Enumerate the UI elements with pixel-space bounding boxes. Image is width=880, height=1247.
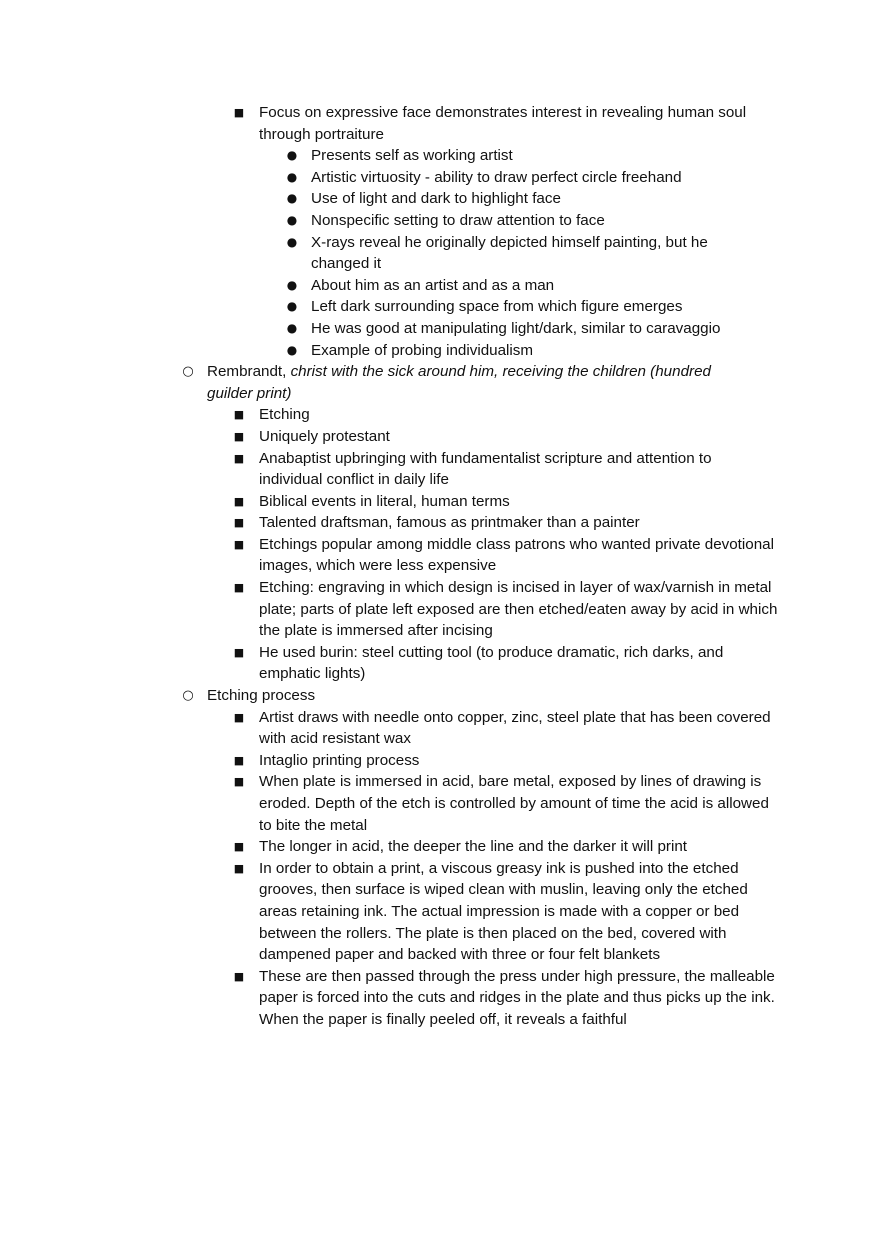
- disc-bullet: ●: [286, 169, 298, 184]
- portraiture-text: Focus on expressive face demonstrates interest in revealing human soul through portraiture: [259, 104, 747, 143]
- square-bullet: ■: [233, 581, 245, 595]
- list-item-text: These are then passed through the press under high pressure, the malleable paper is forced into the cuts and ridges in the plate and thus picks up the ink. When the paper is finally peeled off, it reveals a faithful: [259, 967, 775, 1028]
- list-item-text: Etching: engraving in which design is incised in layer of wax/varnish in metal plate; parts of plate left exposed are then etched/eaten away by acid in which the plate is immersed after incising: [259, 579, 778, 640]
- list-item-text: Artist draws with needle onto copper, zinc, steel plate that has been covered with acid resistant wax: [259, 708, 771, 748]
- list-item: [286, 188, 731, 210]
- square-bullet: ■: [233, 537, 245, 551]
- list-item-text: Talented draftsman, famous as printmaker than a painter: [259, 514, 640, 532]
- list-item: [233, 404, 779, 426]
- square-bullet: ■: [233, 451, 245, 465]
- list-item: [233, 707, 779, 750]
- rembrandt-artwork-title: christ with the sick around him, receiving the children (hundred guilder print): [207, 363, 711, 402]
- list-item-text: Example of probing individualism: [311, 341, 534, 359]
- list-item-text: Presents self as working artist: [311, 147, 513, 165]
- list-item: [233, 750, 779, 772]
- list-item: [233, 426, 779, 448]
- list-item-text: Use of light and dark to highlight face: [311, 190, 561, 208]
- list-item-text: The longer in acid, the deeper the line and the darker it will print: [259, 838, 688, 856]
- square-bullet: ■: [233, 710, 245, 724]
- list-item: [233, 966, 779, 1031]
- list-item-text: Biblical events in literal, human terms: [259, 492, 510, 510]
- list-item-text: In order to obtain a print, a viscous greasy ink is pushed into the etched grooves, then surface is wiped clean with muslin, leaving only the etched areas retaining ink. The actual impression is made with a copper or bed between the rollers. The plate is then placed on the bed, covered with dampened paper and backed with three or four felt blankets: [259, 859, 748, 964]
- list-item-text: Left dark surrounding space from which figure emerges: [311, 298, 683, 316]
- square-bullet: ■: [233, 969, 245, 983]
- list-item: [233, 448, 779, 491]
- list-item: [233, 577, 779, 642]
- list-item-text: When plate is immersed in acid, bare metal, exposed by lines of drawing is eroded. Depth of the etch is controlled by amount of time the acid is allowed to bite the metal: [259, 773, 769, 834]
- etching-process-title: Etching process: [207, 687, 316, 705]
- list-item: [286, 232, 731, 275]
- square-bullet: ■: [233, 408, 245, 422]
- disc-bullet: ●: [286, 299, 298, 314]
- square-bullet: ■: [233, 494, 245, 508]
- list-item: [286, 296, 731, 318]
- list-item-text: Anabaptist upbringing with fundamentalist scripture and attention to individual conflict in daily life: [259, 449, 712, 489]
- list-item: [286, 340, 731, 362]
- square-bullet: ■: [233, 516, 245, 530]
- list-item: [233, 491, 779, 513]
- etching-process-heading: [182, 685, 747, 707]
- disc-bullet: ●: [286, 277, 298, 292]
- list-item-text: He used burin: steel cutting tool (to produce dramatic, rich darks, and emphatic lights): [259, 643, 724, 683]
- square-bullet: ■: [233, 775, 245, 789]
- circle-bullet: ○: [182, 364, 194, 380]
- square-bullet: ■: [233, 429, 245, 443]
- list-item: [286, 145, 731, 167]
- list-item: [233, 858, 779, 966]
- disc-bullet: ●: [286, 212, 298, 227]
- list-item: [286, 167, 731, 189]
- list-item-text: Uniquely protestant: [259, 427, 390, 445]
- list-item: [286, 318, 731, 340]
- list-item: [233, 771, 779, 836]
- list-item: [286, 275, 731, 297]
- portraiture-point: [233, 102, 779, 145]
- list-item-text: X-rays reveal he originally depicted himself painting, but he changed it: [311, 233, 708, 273]
- square-bullet: ■: [233, 645, 245, 659]
- disc-bullet: ●: [286, 148, 298, 163]
- list-item-text: Etchings popular among middle class patrons who wanted private devotional images, which were less expensive: [259, 535, 774, 575]
- square-bullet: ■: [233, 840, 245, 854]
- list-item-text: About him as an artist and as a man: [311, 276, 555, 294]
- disc-bullet: ●: [286, 342, 298, 357]
- circle-bullet: ○: [182, 688, 194, 704]
- list-item: [233, 512, 779, 534]
- list-item: [233, 836, 779, 858]
- disc-bullet: ●: [286, 320, 298, 335]
- rembrandt-heading: [182, 361, 747, 404]
- notes-content: [0, 102, 880, 1031]
- list-item-text: Artistic virtuosity - ability to draw perfect circle freehand: [311, 168, 682, 186]
- list-item: [233, 642, 779, 685]
- list-item: [286, 210, 731, 232]
- list-item: [233, 534, 779, 577]
- square-bullet: ■: [233, 106, 245, 119]
- list-item-text: He was good at manipulating light/dark, similar to caravaggio: [311, 319, 721, 337]
- rembrandt-artist: Rembrandt,: [207, 363, 291, 381]
- disc-bullet: ●: [286, 191, 298, 206]
- list-item-text: Nonspecific setting to draw attention to face: [311, 211, 605, 229]
- square-bullet: ■: [233, 861, 245, 875]
- list-item-text: Etching: [259, 406, 310, 424]
- list-item-text: Intaglio printing process: [259, 751, 420, 769]
- square-bullet: ■: [233, 753, 245, 767]
- disc-bullet: ●: [286, 234, 298, 249]
